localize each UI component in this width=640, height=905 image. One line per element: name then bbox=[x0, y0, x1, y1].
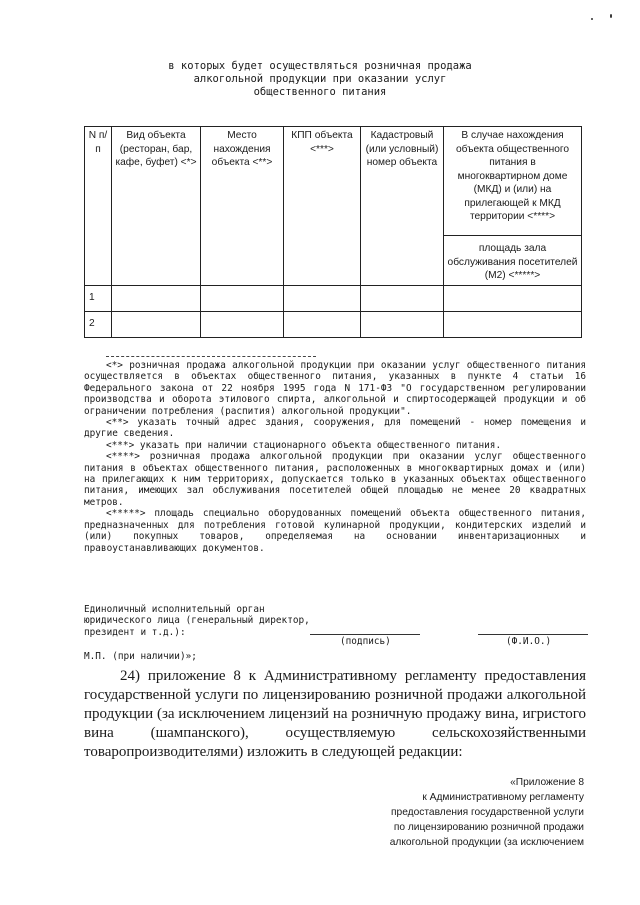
footnote-5: <*****> площадь специально оборудованных помещений объекта общественного питания, предназначенных для потребления готовой кулинарной продукции, кондитерских изделий и (или) покупных товаров, определяемая на основании инвентаризационных и правоустанавливающих документов. bbox=[84, 508, 586, 554]
amendment-paragraph bbox=[84, 667, 586, 762]
table-cell bbox=[284, 285, 361, 311]
name-line bbox=[478, 634, 588, 635]
footnotes bbox=[84, 356, 586, 554]
footnote-2: <**> указать точный адрес здания, сооружения, для помещений - номер помещения и другие сведения. bbox=[84, 417, 586, 440]
header-object-type: Вид объекта (ресторан, бар, кафе, буфет) <*> bbox=[112, 127, 201, 286]
header-num: N п/п bbox=[85, 127, 112, 286]
item-24-text: 24) приложение 8 к Административному регламенту предоставления государственной услуги по лицензированию розничной продажи алкогольной продукции (за исключением лицензий на розничную продажу вина, игристого вина (шампанского), осуществляемую сельскохозяйственными товаропроизводителями) изложить в следующей редакции: bbox=[84, 668, 586, 760]
table-cell bbox=[201, 311, 284, 337]
table-cell bbox=[112, 311, 201, 337]
appendix-line: «Приложение 8 bbox=[510, 777, 584, 788]
header-location: Место нахождения объекта <**> bbox=[201, 127, 284, 286]
appendix-header bbox=[350, 775, 584, 850]
table-cell bbox=[284, 311, 361, 337]
header-mkd: В случае нахождения объекта общественного питания в многоквартирном доме (МКД) и (или) на прилегающей к МКД территории <****> bbox=[444, 127, 582, 236]
row-number: 2 bbox=[85, 311, 112, 337]
section-heading bbox=[120, 60, 520, 99]
footnote-1: <*> розничная продажа алкогольной продукции при оказании услуг общественного питания осуществляется в объектах общественного питания, указанных в пункте 4 статьи 16 Федерального закона от 22 ноября 1995 года N 171-ФЗ "О государственном регулировании производства и оборота этилового спирта, алкогольной и спиртосодержащей продукции и об ограничении потребления (распития) алкогольной продукции". bbox=[84, 360, 586, 417]
signatory-label: юридического лица (генеральный директор, bbox=[84, 615, 310, 627]
appendix-line: к Административному регламенту bbox=[422, 792, 584, 803]
footnote-separator bbox=[106, 356, 316, 357]
heading-line: в которых будет осуществляться розничная продажа bbox=[168, 60, 472, 72]
table-cell bbox=[201, 285, 284, 311]
signatory-label: президент и т.д.): bbox=[84, 626, 186, 638]
signature-caption: (подпись) bbox=[340, 636, 391, 647]
stamp-place: М.П. (при наличии)»; bbox=[84, 651, 197, 662]
header-area: площадь зала обслуживания посетителей (М2) <*****> bbox=[444, 236, 582, 286]
table-cell bbox=[444, 285, 582, 311]
signatory-label: Единоличный исполнительный орган bbox=[84, 604, 265, 615]
appendix-line: по лицензированию розничной продажи bbox=[393, 822, 584, 833]
table-row bbox=[85, 311, 582, 337]
table-header-row bbox=[85, 127, 582, 236]
table-cell bbox=[361, 285, 444, 311]
header-cadastral: Кадастровый (или условный) номер объекта bbox=[361, 127, 444, 286]
appendix-line: предоставления государственной услуги bbox=[391, 807, 584, 818]
header-kpp: КПП объекта <***> bbox=[284, 127, 361, 286]
name-caption: (Ф.И.О.) bbox=[506, 636, 552, 647]
row-number: 1 bbox=[85, 285, 112, 311]
footnote-4: <****> розничная продажа алкогольной продукции при оказании услуг общественного питания в объектах общественного питания, расположенных в многоквартирных домах и (или) на прилегающих к ним территориях, допускается только в указанных объектах общественного питания, имеющих зал обслуживания посетителей общей площадью не менее 20 квадратных метров. bbox=[84, 451, 586, 508]
table-cell bbox=[112, 285, 201, 311]
scan-speck bbox=[610, 14, 612, 18]
scan-speck bbox=[591, 18, 593, 20]
signature-block bbox=[84, 604, 586, 662]
footnote-3: <***> указать при наличии стационарного объекта общественного питания. bbox=[106, 439, 502, 451]
heading-line: алкогольной продукции при оказании услуг bbox=[193, 73, 447, 85]
table-cell bbox=[444, 311, 582, 337]
heading-line: общественного питания bbox=[253, 86, 387, 98]
table-cell bbox=[361, 311, 444, 337]
signature-line bbox=[310, 634, 420, 635]
objects-table bbox=[84, 126, 582, 338]
appendix-line: алкогольной продукции (за исключением bbox=[389, 837, 584, 848]
table-row bbox=[85, 285, 582, 311]
